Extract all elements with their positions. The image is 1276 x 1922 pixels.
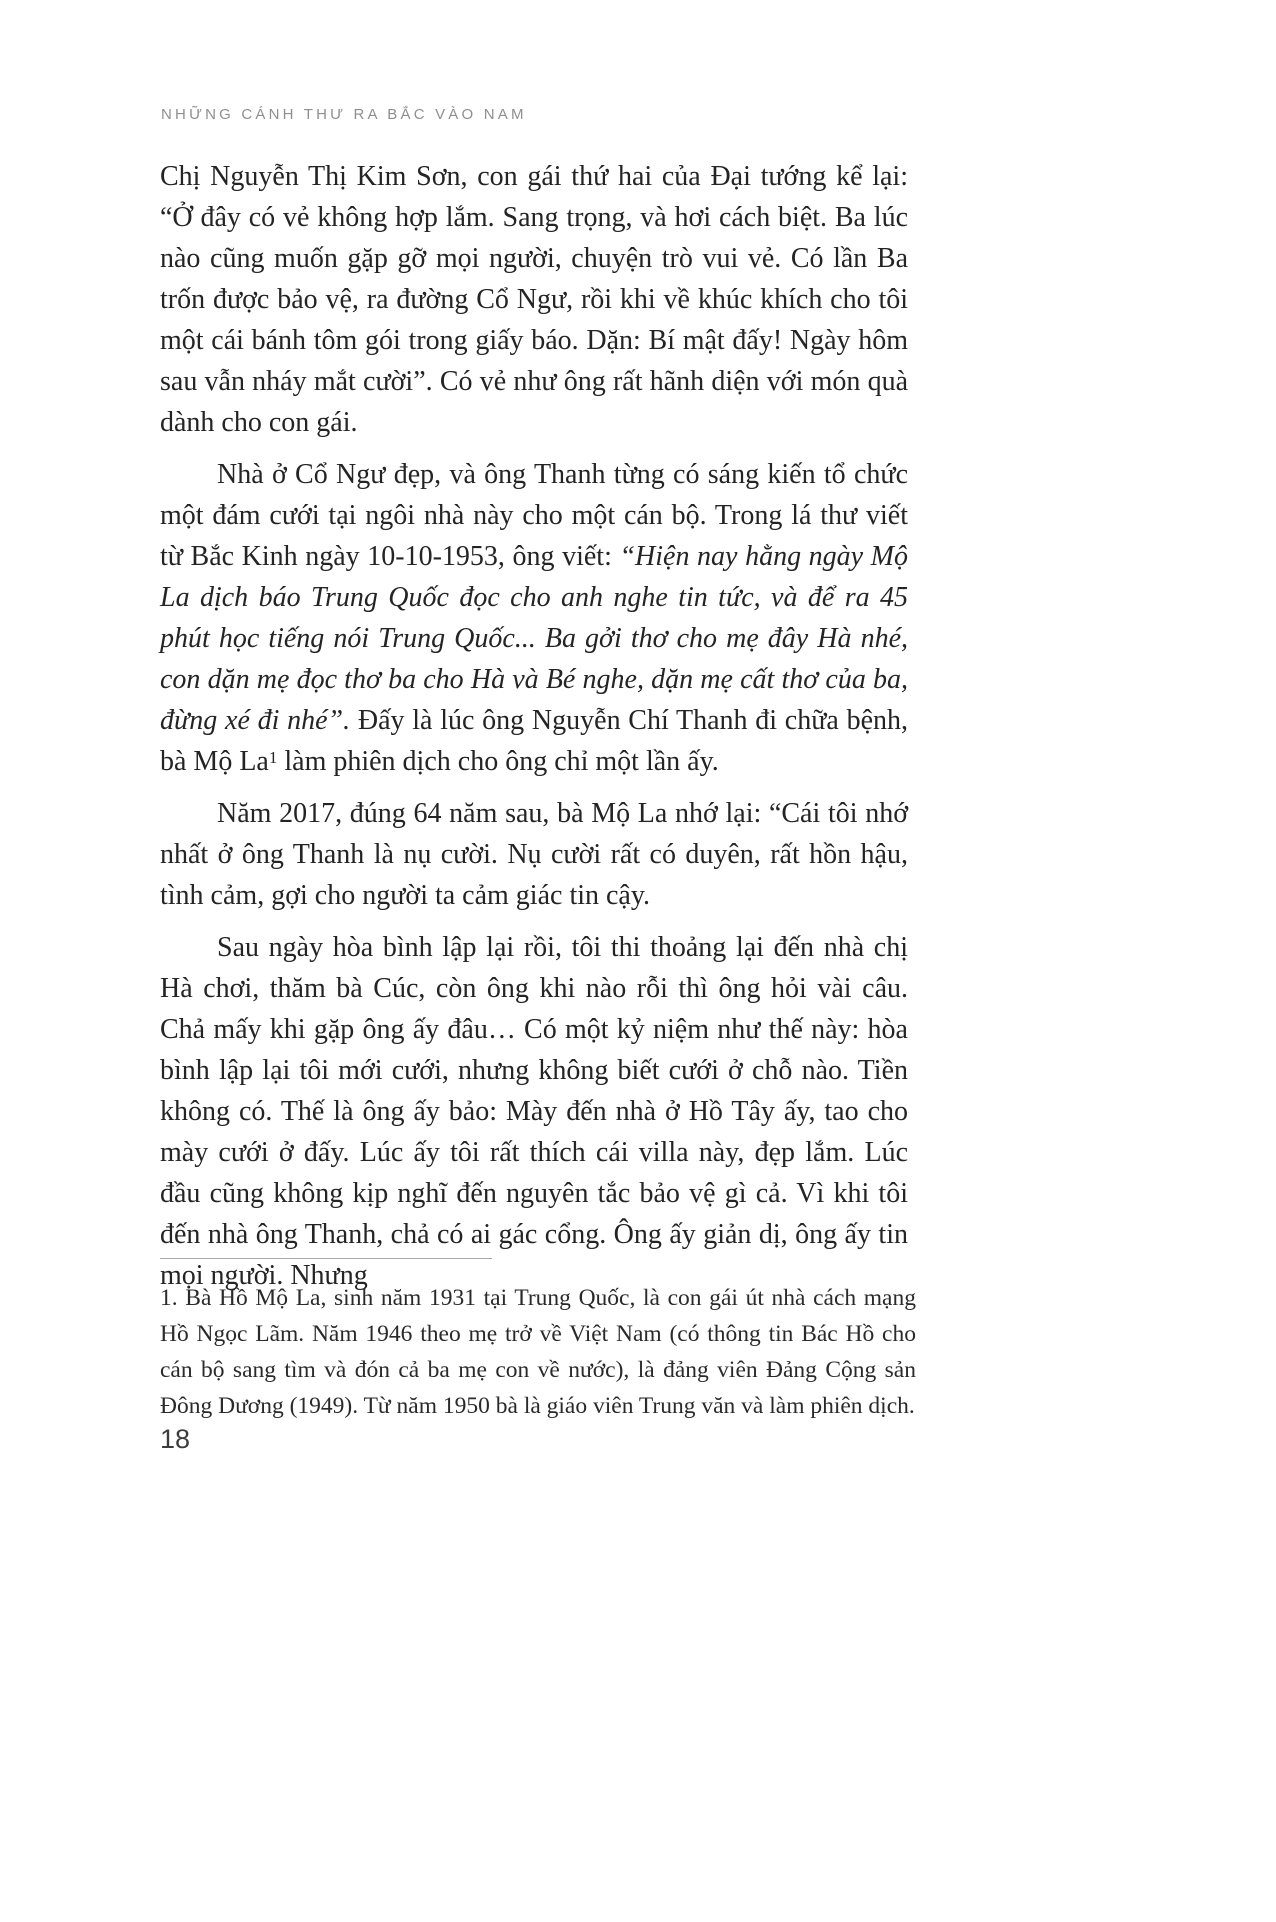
paragraph-text: Đấy là lúc ông Nguyễn Chí Thanh đi chữa bệnh, bà Mộ La [160,705,908,777]
footnote: 1. Bà Hồ Mộ La, sinh năm 1931 tại Trung Quốc, là con gái út nhà cách mạng Hồ Ngọc Lãm. Năm 1946 theo mẹ trở về Việt Nam (có thông tin Bác Hồ cho cán bộ sang tìm và đón cả ba mẹ con về nước), là đảng viên Đảng Cộng sản Đông Dương (1949). Từ năm 1950 bà là giáo viên Trung văn và làm phiên dịch. [160,1285,916,1419]
paragraph: Chị Nguyễn Thị Kim Sơn, con gái thứ hai của Đại tướng kể lại: “Ở đây có vẻ không hợp lắm. Sang trọng, và hơi cách biệt. Ba lúc nào cũng muốn gặp gỡ mọi người, chuyện trò vui vẻ. Có lần Ba trốn được bảo vệ, ra đường Cổ Ngư, rồi khi về khúc khích cho tôi một cái bánh tôm gói trong giấy báo. Dặn: Bí mật đấy! Ngày hôm sau vẫn nháy mắt cười”. Có vẻ như ông rất hãnh diện với món quà dành cho con gái. [160,161,908,438]
footnote-divider [160,1258,492,1259]
paragraph-text: Nhà ở Cổ Ngư đẹp, và ông Thanh từng có sáng kiến tổ chức một đám cưới tại ngôi nhà này cho một cán bộ. Trong lá thư viết từ Bắc Kinh ngày 10-10-1953, ông viết: [160,459,908,572]
body-text [160,156,908,1296]
paragraph: Sau ngày hòa bình lập lại rồi, tôi thi thoảng lại đến nhà chị Hà chơi, thăm bà Cúc, còn ông khi nào rỗi thì ông hỏi vài câu. Chả mấy khi gặp ông ấy đâu… Có một kỷ niệm như thế này: hòa bình lập lại tôi mới cưới, nhưng không biết cưới ở chỗ nào. Tiền không có. Thế là ông ấy bảo: Mày đến nhà ở Hồ Tây ấy, tao cho mày cưới ở đấy. Lúc ấy tôi rất thích cái villa này, đẹp lắm. Lúc đầu cũng không kịp nghĩ đến nguyên tắc bảo vệ gì cả. Vì khi tôi đến nhà ông Thanh, chả có ai gác cổng. Ông ấy giản dị, ông ấy tin mọi người. Nhưng [160,932,908,1291]
page-number: 18 [160,1424,191,1454]
paragraph: Năm 2017, đúng 64 năm sau, bà Mộ La nhớ lại: “Cái tôi nhớ nhất ở ông Thanh là nụ cười. Nụ cười rất có duyên, rất hồn hậu, tình cảm, gợi cho người ta cảm giác tin cậy. [160,798,908,911]
quoted-letter-text: “Hiện nay hằng ngày Mộ La dịch báo Trung Quốc đọc cho anh nghe tin tức, và để ra 45 phút học tiếng nói Trung Quốc... Ba gởi thơ cho mẹ đây Hà nhé, con dặn mẹ đọc thơ ba cho Hà và Bé nghe, dặn mẹ cất thơ của ba, đừng xé đi nhé”. [160,541,909,736]
footnote-marker: 1 [268,748,278,767]
footnote-block [160,1258,916,1424]
paragraph-text: làm phiên dịch cho ông chỉ một lần ấy. [277,746,719,777]
paragraph [160,454,908,782]
running-head: NHỮNG CÁNH THƯ RA BẮC VÀO NAM [161,106,527,123]
